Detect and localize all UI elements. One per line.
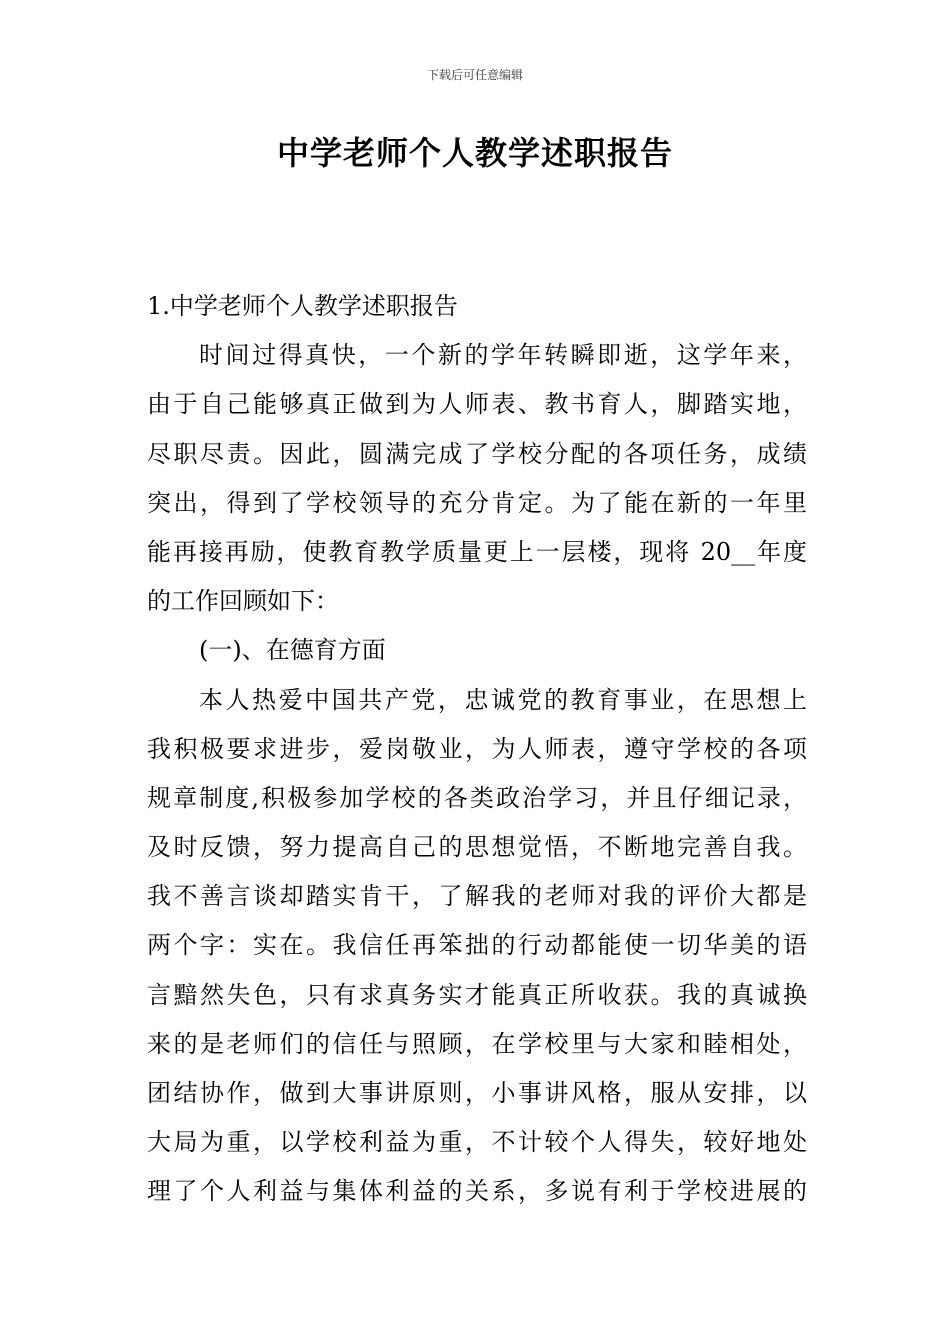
paragraph-line: 时间过得真快，一个新的学年转瞬即逝，这学年来， xyxy=(199,341,807,370)
paragraph-line: 规章制度,积极参加学校的各类政治学习，并且仔细记录， xyxy=(147,783,807,812)
document-title: 中学老师个人教学述职报告 xyxy=(276,134,673,172)
paragraph-line: 能再接再励，使教育教学质量更上一层楼，现将 20__年度 xyxy=(147,537,807,566)
paragraph-line: 理了个人利益与集体利益的关系，多说有利于学校进展的 xyxy=(147,1177,807,1206)
paragraph-line: 团结协作，做到大事讲原则，小事讲风格，服从安排，以 xyxy=(147,1079,807,1107)
paragraph-line: 两个字：实在。我信任再笨拙的行动都能使一切华美的语 xyxy=(147,931,807,960)
paragraph-line: 突出，得到了学校领导的充分肯定。为了能在新的一年里 xyxy=(147,488,807,517)
paragraph-line: 的工作回顾如下： xyxy=(147,587,339,616)
paragraph-line: 尽职尽责。因此，圆满完成了学校分配的各项任务，成绩 xyxy=(147,439,807,468)
document-body xyxy=(147,282,807,1217)
paragraph-line: 我积极要求进步，爱岗敬业，为人师表，遵守学校的各项 xyxy=(147,734,807,763)
paragraph-line: 大局为重，以学校利益为重，不计较个人得失，较好地处 xyxy=(147,1128,807,1157)
subsection-heading: (一)、在德育方面 xyxy=(199,636,386,665)
header-note: 下载后可任意编辑 xyxy=(426,68,523,82)
section-heading: 1.中学老师个人教学述职报告 xyxy=(147,292,458,320)
paragraph-line: 言黯然失色，只有求真务实才能真正所收获。我的真诚换 xyxy=(147,980,807,1009)
paragraph-line: 来的是老师们的信任与照顾，在学校里与大家和睦相处， xyxy=(147,1029,807,1058)
paragraph-line: 及时反馈，努力提高自己的思想觉悟，不断地完善自我。 xyxy=(147,833,807,862)
paragraph-line: 我不善言谈却踏实肯干，了解我的老师对我的评价大都是 xyxy=(147,882,807,911)
paragraph-line: 本人热爱中国共产党，忠诚党的教育事业，在思想上 xyxy=(199,685,807,714)
paragraph-line: 由于自己能够真正做到为人师表、教书育人，脚踏实地， xyxy=(147,390,807,419)
